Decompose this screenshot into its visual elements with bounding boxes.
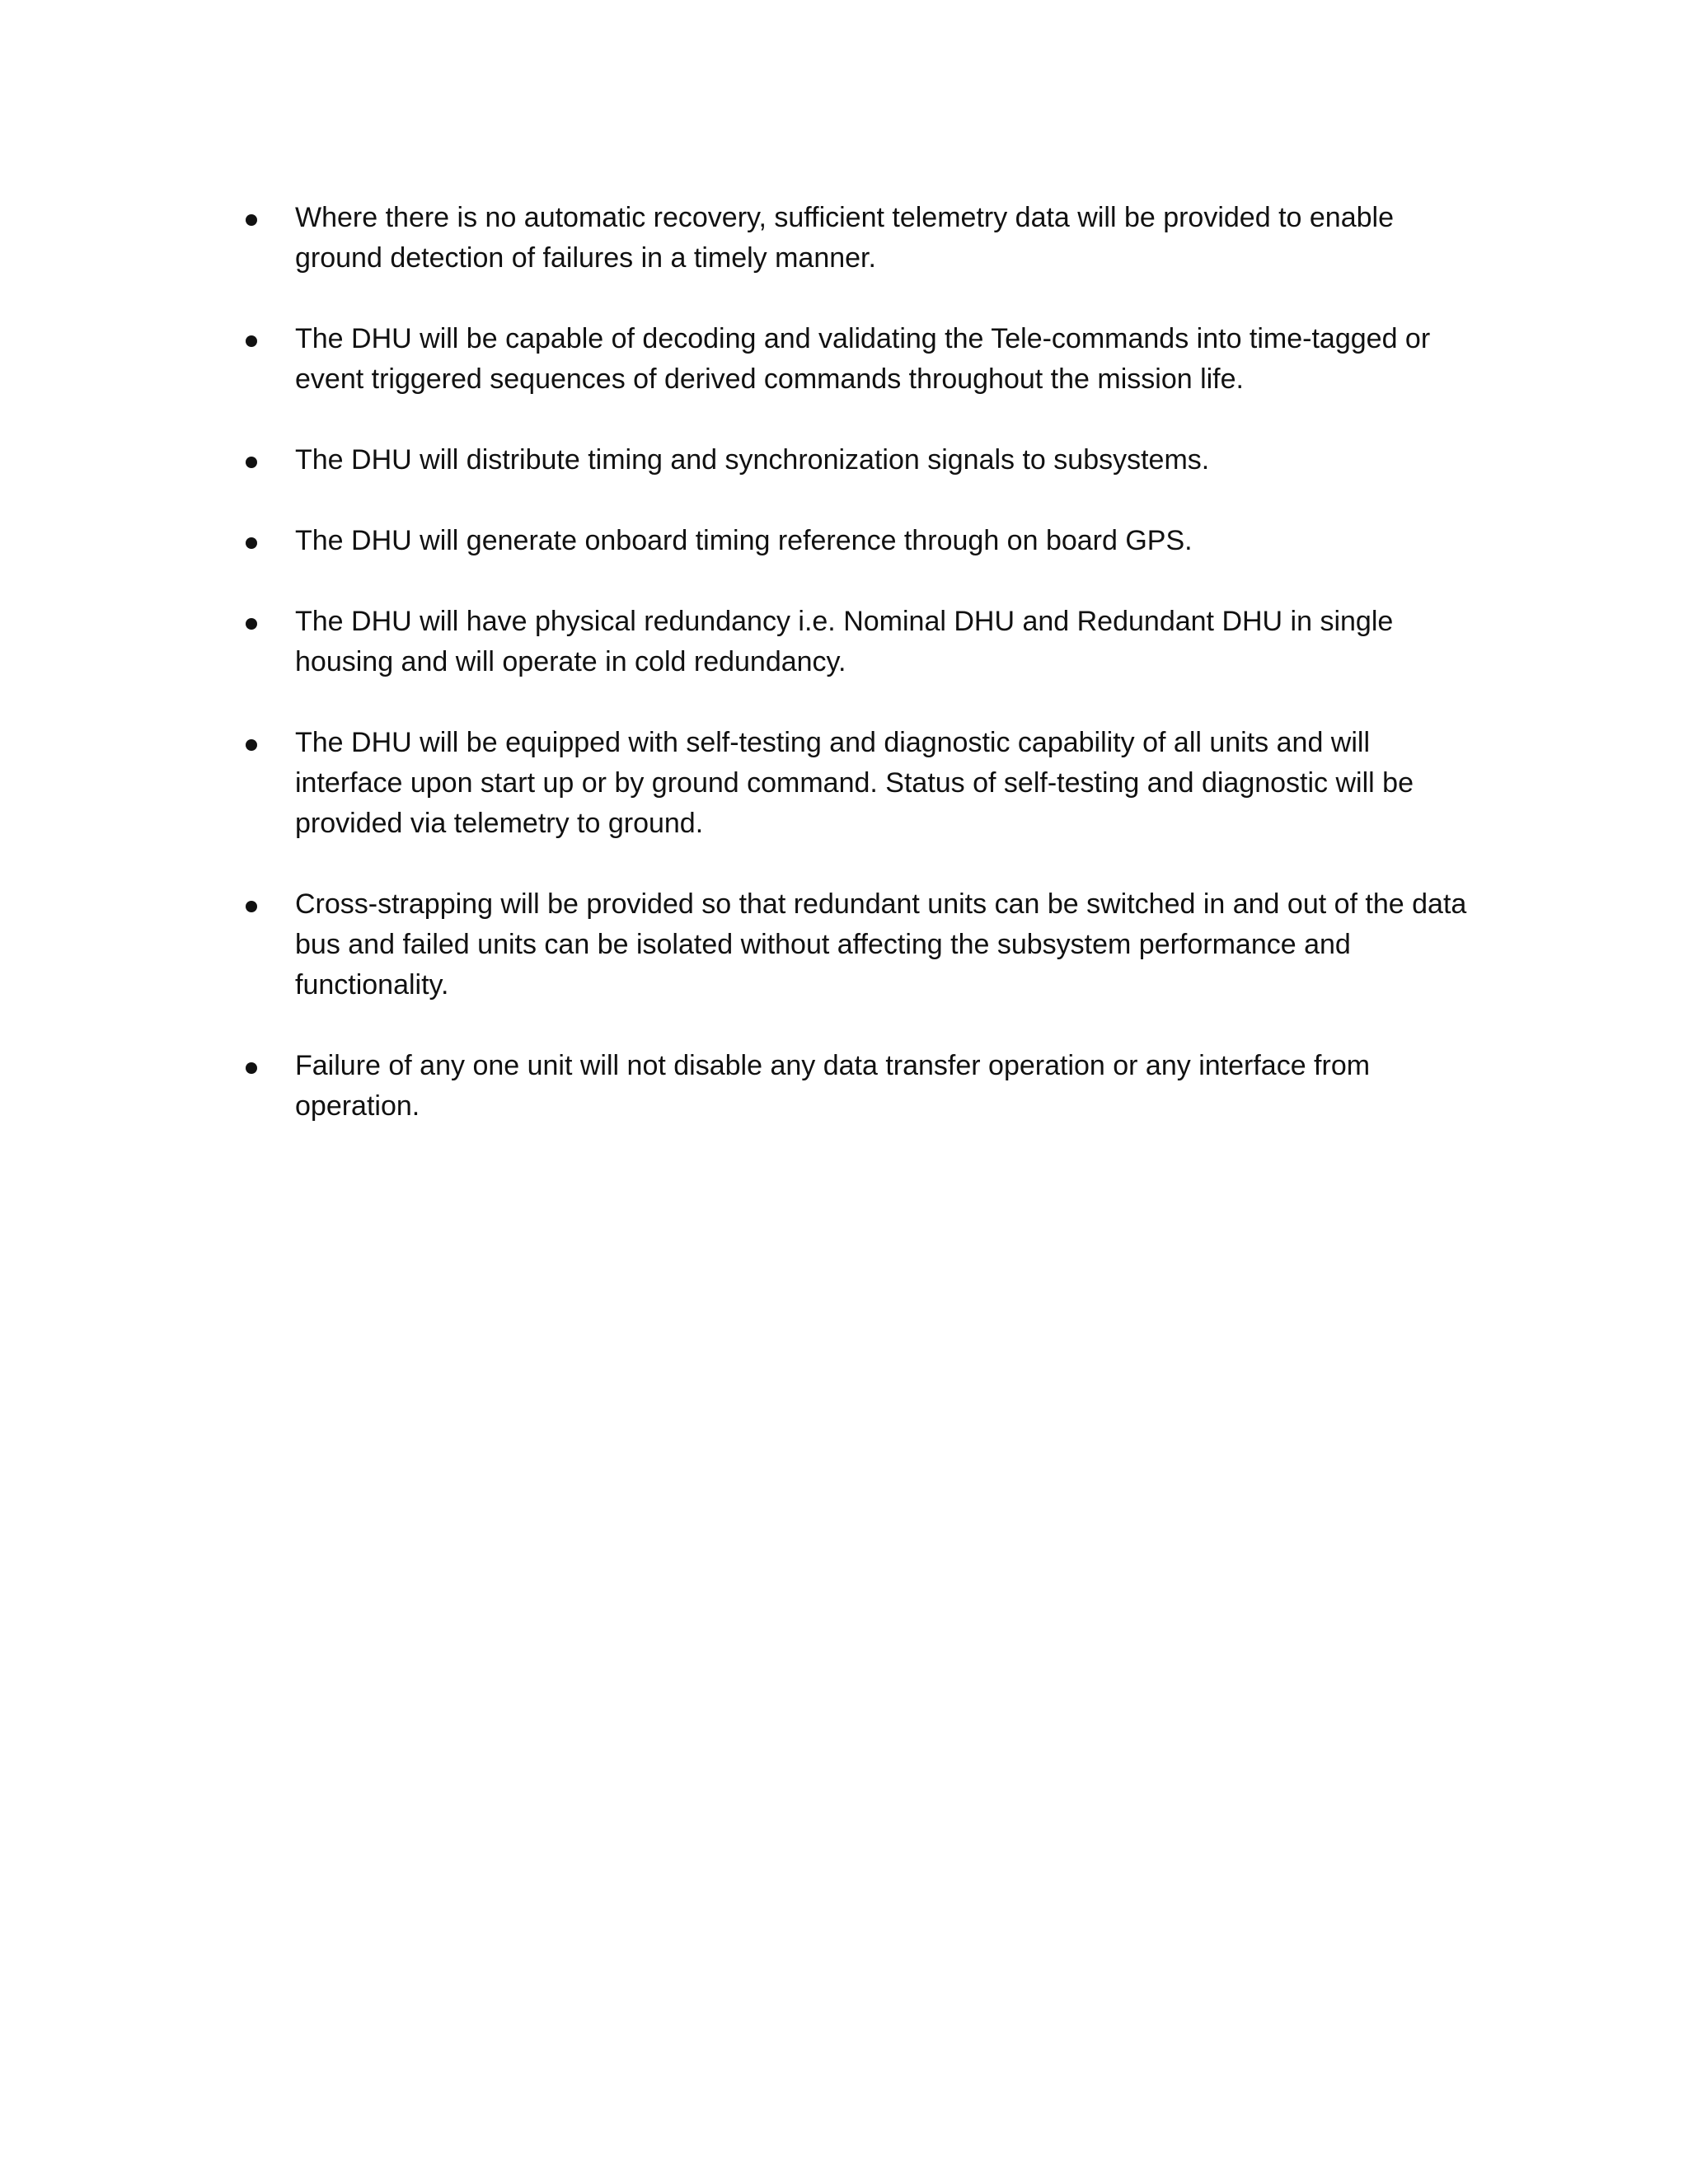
bullet-icon [246, 537, 257, 549]
list-item [246, 440, 1482, 480]
bullet-icon [246, 457, 257, 468]
list-item [246, 198, 1482, 279]
bullet-text: The DHU will generate onboard timing reference through on board GPS. [295, 525, 1193, 556]
bullet-text: Failure of any one unit will not disable any data transfer operation or any interface from operation. [295, 1050, 1371, 1122]
list-item [246, 884, 1482, 1005]
bullet-icon [246, 739, 257, 751]
bullet-text: The DHU will be capable of decoding and validating the Tele-commands into time-tagged or event triggered sequences of derived commands throughout the mission life. [295, 323, 1431, 395]
bullet-icon [246, 901, 257, 912]
list-item [246, 1046, 1482, 1127]
list-item [246, 521, 1482, 561]
bullet-text: Where there is no automatic recovery, sufficient telemetry data will be provided to enable ground detection of failures in a timely manner. [295, 202, 1394, 274]
list-item [246, 723, 1482, 844]
bullet-text: The DHU will distribute timing and synchronization signals to subsystems. [295, 444, 1210, 476]
bullet-list [246, 198, 1482, 1167]
bullet-icon [246, 214, 257, 226]
bullet-text: Cross-strapping will be provided so that redundant units can be switched in and out of the data bus and failed units can be isolated without affecting the subsystem performance and functionality. [295, 888, 1467, 1001]
bullet-text: The DHU will be equipped with self-testing and diagnostic capability of all units and will interface upon start up or by ground command. Status of self-testing and diagnostic will be provided via telemetry to ground. [295, 727, 1414, 839]
list-item [246, 319, 1482, 400]
bullet-icon [246, 618, 257, 630]
bullet-text: The DHU will have physical redundancy i.e. Nominal DHU and Redundant DHU in single housing and will operate in cold redundancy. [295, 606, 1394, 677]
bullet-icon [246, 335, 257, 347]
bullet-icon [246, 1062, 257, 1074]
list-item [246, 602, 1482, 682]
